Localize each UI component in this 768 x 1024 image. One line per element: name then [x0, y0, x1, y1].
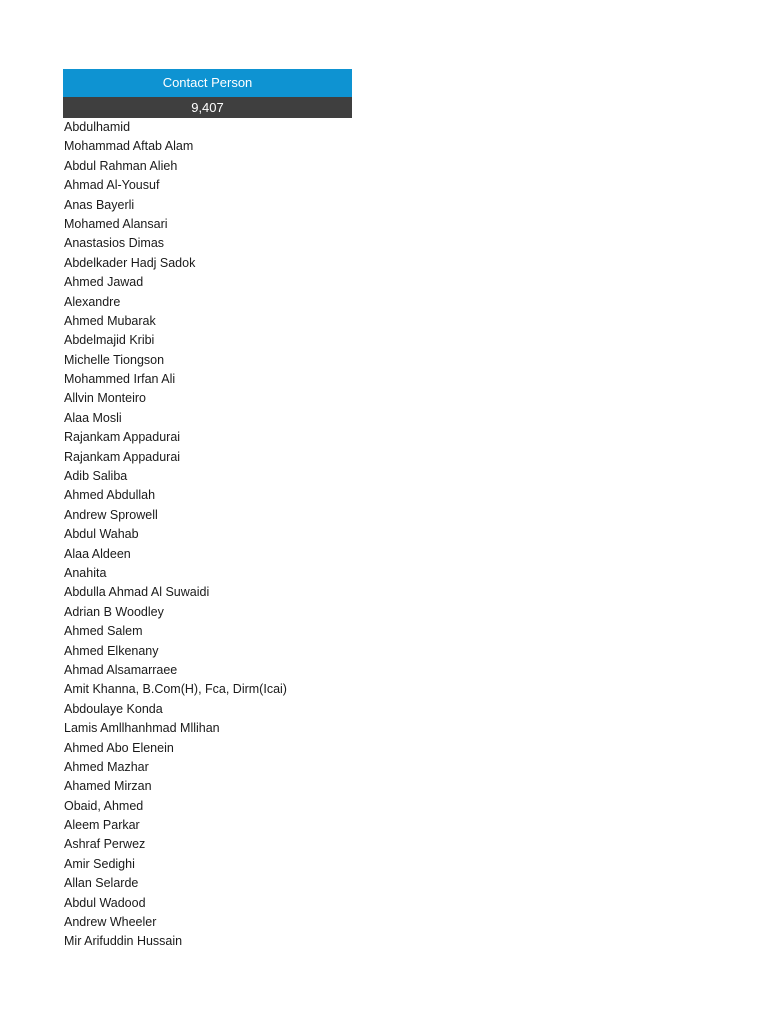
contact-row: Ahmed Mubarak [64, 313, 156, 328]
contact-row: Alaa Aldeen [64, 546, 131, 561]
contact-row: Ahmed Elkenany [64, 643, 159, 658]
contact-list [63, 118, 352, 952]
contact-row: Abdulla Ahmad Al Suwaidi [64, 585, 210, 600]
contact-row: Rajankam Appadurai [64, 449, 181, 464]
contact-row: Michelle Tiongson [64, 352, 165, 367]
contact-row: Ashraf Perwez [64, 837, 146, 852]
contact-row: Obaid, Ahmed [64, 798, 144, 813]
contact-row: Allvin Monteiro [64, 391, 146, 406]
contact-row: Ahmed Abo Elenein [64, 740, 174, 755]
contact-row: Ahmad Al-Yousuf [64, 178, 160, 193]
contact-row: Abdul Rahman Alieh [64, 158, 178, 173]
contact-row: Andrew Sprowell [64, 507, 158, 522]
contact-row: Allan Selarde [64, 876, 139, 891]
contact-row: Amir Sedighi [64, 856, 135, 871]
contact-row: Abdelmajid Kribi [64, 333, 155, 348]
contact-row: Adrian B Woodley [64, 604, 164, 619]
contact-row: Ahmed Jawad [64, 275, 144, 290]
contact-row: Ahamed Mirzan [64, 779, 152, 794]
contact-row: Ahmed Mazhar [64, 759, 149, 774]
contact-row: Amit Khanna, B.Com(H), Fca, Dirm(Icai) [64, 682, 287, 697]
contact-row: Ahmed Salem [64, 624, 143, 639]
contact-row: Mohamed Alansari [64, 216, 168, 231]
column-header-contact-person: Contact Person [63, 69, 352, 97]
contact-row: Ahmed Abdullah [64, 488, 156, 503]
contact-row: Alaa Mosli [64, 410, 122, 425]
contact-row: Abdul Wahab [64, 527, 139, 542]
contact-row: Alexandre [64, 294, 121, 309]
contact-table [63, 69, 352, 952]
contact-row: Abdelkader Hadj Sadok [64, 255, 196, 270]
contact-row: Mir Arifuddin Hussain [64, 934, 183, 949]
contact-row: Anas Bayerli [64, 197, 135, 212]
contact-row: Adib Saliba [64, 469, 128, 484]
contact-count: 9,407 [63, 97, 352, 118]
contact-row: Andrew Wheeler [64, 915, 157, 930]
contact-row: Aleem Parkar [64, 818, 140, 833]
contact-row: Rajankam Appadurai [64, 430, 181, 445]
contact-row: Mohammad Aftab Alam [64, 139, 194, 154]
contact-row: Anastasios Dimas [64, 236, 165, 251]
contact-row: Abdoulaye Konda [64, 701, 163, 716]
contact-row: Abdulhamid [64, 120, 131, 134]
contact-row: Anahita [64, 565, 107, 580]
contact-row: Ahmad Alsamarraee [64, 662, 178, 677]
contact-row: Mohammed Irfan Ali [64, 372, 176, 387]
contact-row: Abdul Wadood [64, 895, 146, 910]
contact-row: Lamis Amllhanhmad Mllihan [64, 721, 220, 736]
